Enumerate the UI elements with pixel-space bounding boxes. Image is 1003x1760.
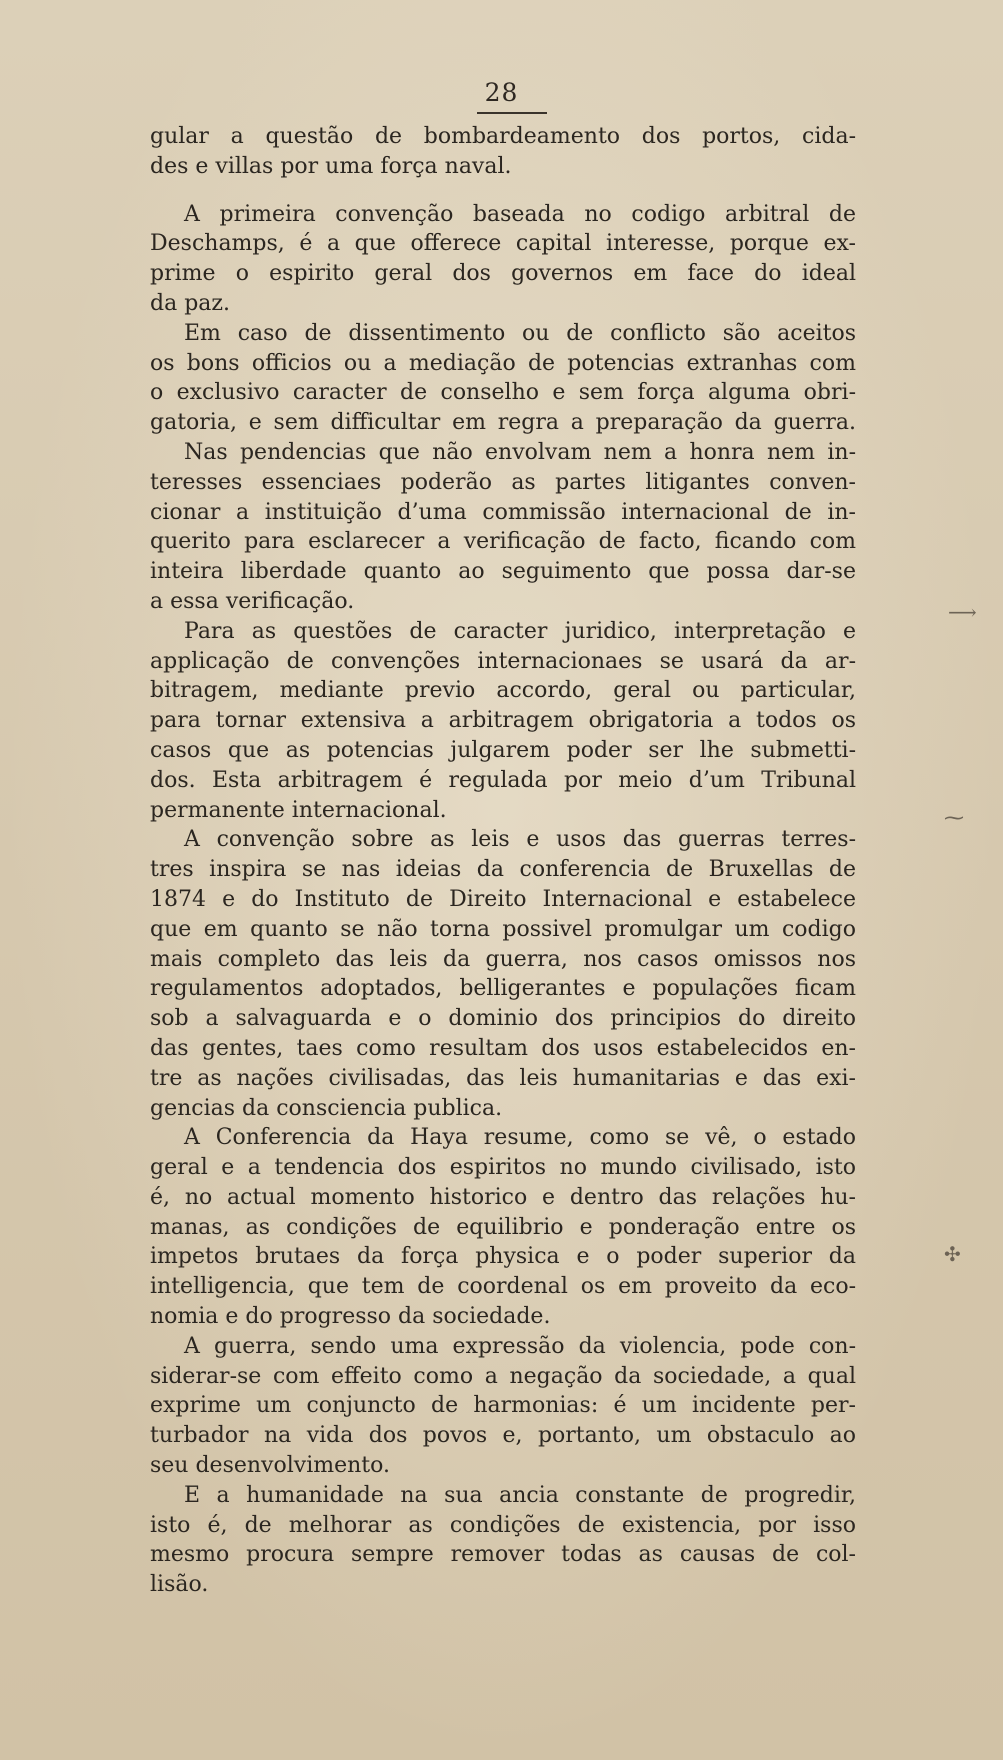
- page-number: 28: [484, 78, 519, 107]
- text-line: teresses essenciaes poderão as partes litigantes conven-: [150, 469, 856, 495]
- text-line: cionar a instituição d’uma commissão internacional de in-: [150, 499, 856, 525]
- text-line: Deschamps, é a que offerece capital interesse, porque ex-: [150, 231, 856, 257]
- text-line: a essa verificação.: [150, 588, 355, 614]
- text-line: sob a salvaguarda e o dominio dos principios do direito: [150, 1006, 856, 1032]
- text-line: tres inspira se nas ideias da conferencia de Bruxellas de: [150, 857, 856, 883]
- text-line: impetos brutaes da força physica e o poder superior da: [150, 1244, 856, 1270]
- text-line: dos. Esta arbitragem é regulada por meio d’um Tribunal: [150, 767, 856, 793]
- text-line: Em caso de dissentimento ou de conflicto são aceitos: [184, 320, 856, 346]
- text-line: intelligencia, que tem de coordenal os em proveito da eco-: [150, 1274, 856, 1300]
- text-line: A Conferencia da Haya resume, como se vê, o estado: [184, 1125, 856, 1151]
- text-line: A convenção sobre as leis e usos das guerras terres-: [184, 827, 856, 853]
- margin-flourish-mark: ✣: [944, 1242, 961, 1266]
- text-line: é, no actual momento historico e dentro das relações hu-: [150, 1184, 856, 1210]
- text-line: geral e a tendencia dos espiritos no mundo civilisado, isto: [150, 1155, 856, 1181]
- text-line: nomia e do progresso da sociedade.: [150, 1304, 551, 1330]
- text-line: A primeira convenção baseada no codigo arbitral de: [184, 201, 856, 227]
- text-line: gular a questão de bombardeamento dos portos, cida-: [150, 124, 856, 149]
- text-line: bitragem, mediante previo accordo, geral ou particular,: [150, 678, 856, 704]
- text-line: que em quanto se não torna possivel promulgar um codigo: [150, 916, 856, 942]
- text-line: tre as nações civilisadas, das leis humanitarias e das exi-: [150, 1065, 856, 1091]
- text-line: Para as questões de caracter juridico, interpretação e: [184, 618, 856, 644]
- text-line: o exclusivo caracter de conselho e sem força alguma obri-: [150, 380, 856, 406]
- text-line: des e villas por uma força naval.: [150, 153, 512, 179]
- text-line: mais completo das leis da guerra, nos casos omissos nos: [150, 946, 856, 972]
- text-line: seu desenvolvimento.: [150, 1453, 390, 1479]
- text-line: gencias da consciencia publica.: [150, 1095, 503, 1121]
- page-number-rule: [477, 112, 547, 114]
- text-line: E a humanidade na sua ancia constante de progredir,: [184, 1482, 856, 1508]
- text-line: permanente internacional.: [150, 797, 447, 823]
- body-text: [150, 122, 856, 1600]
- text-line: das gentes, taes como resultam dos usos estabelecidos en-: [150, 1035, 856, 1061]
- text-line: turbador na vida dos povos e, portanto, um obstaculo ao: [150, 1423, 856, 1449]
- text-line: regulamentos adoptados, belligerantes e populações ficam: [150, 976, 856, 1002]
- text-line: gatoria, e sem difficultar em regra a preparação da guerra.: [150, 410, 856, 436]
- text-line: siderar-se com effeito como a negação da sociedade, a qual: [150, 1363, 856, 1389]
- text-line: applicação de convenções internacionaes se usará da ar-: [150, 648, 856, 674]
- text-line: isto é, de melhorar as condições de existencia, por isso: [150, 1512, 856, 1538]
- text-line: querito para esclarecer a verificação de facto, ficando com: [150, 529, 856, 555]
- text-line: da paz.: [150, 290, 230, 316]
- text-line: para tornar extensiva a arbitragem obrigatoria a todos os: [150, 708, 856, 734]
- margin-flourish-mark: ⁓: [944, 805, 964, 829]
- text-line: casos que as potencias julgarem poder ser lhe submetti-: [150, 737, 856, 763]
- text-line: lisão.: [150, 1572, 209, 1598]
- text-line: manas, as condições de equilibrio e ponderação entre os: [150, 1214, 856, 1240]
- text-line: 1874 e do Instituto de Direito Internacional e estabelece: [150, 886, 856, 912]
- text-line: inteira liberdade quanto ao seguimento que possa dar-se: [150, 559, 856, 585]
- text-line: exprime um conjuncto de harmonias: é um incidente per-: [150, 1393, 856, 1419]
- margin-flourish-mark: ⟶: [948, 600, 977, 624]
- text-line: prime o espirito geral dos governos em face do ideal: [150, 261, 856, 287]
- text-line: os bons officios ou a mediação de potencias extranhas com: [150, 350, 856, 376]
- text-line: Nas pendencias que não envolvam nem a honra nem in-: [184, 439, 856, 465]
- text-line: A guerra, sendo uma expressão da violencia, pode con-: [184, 1333, 856, 1359]
- text-line: mesmo procura sempre remover todas as causas de col-: [150, 1542, 856, 1568]
